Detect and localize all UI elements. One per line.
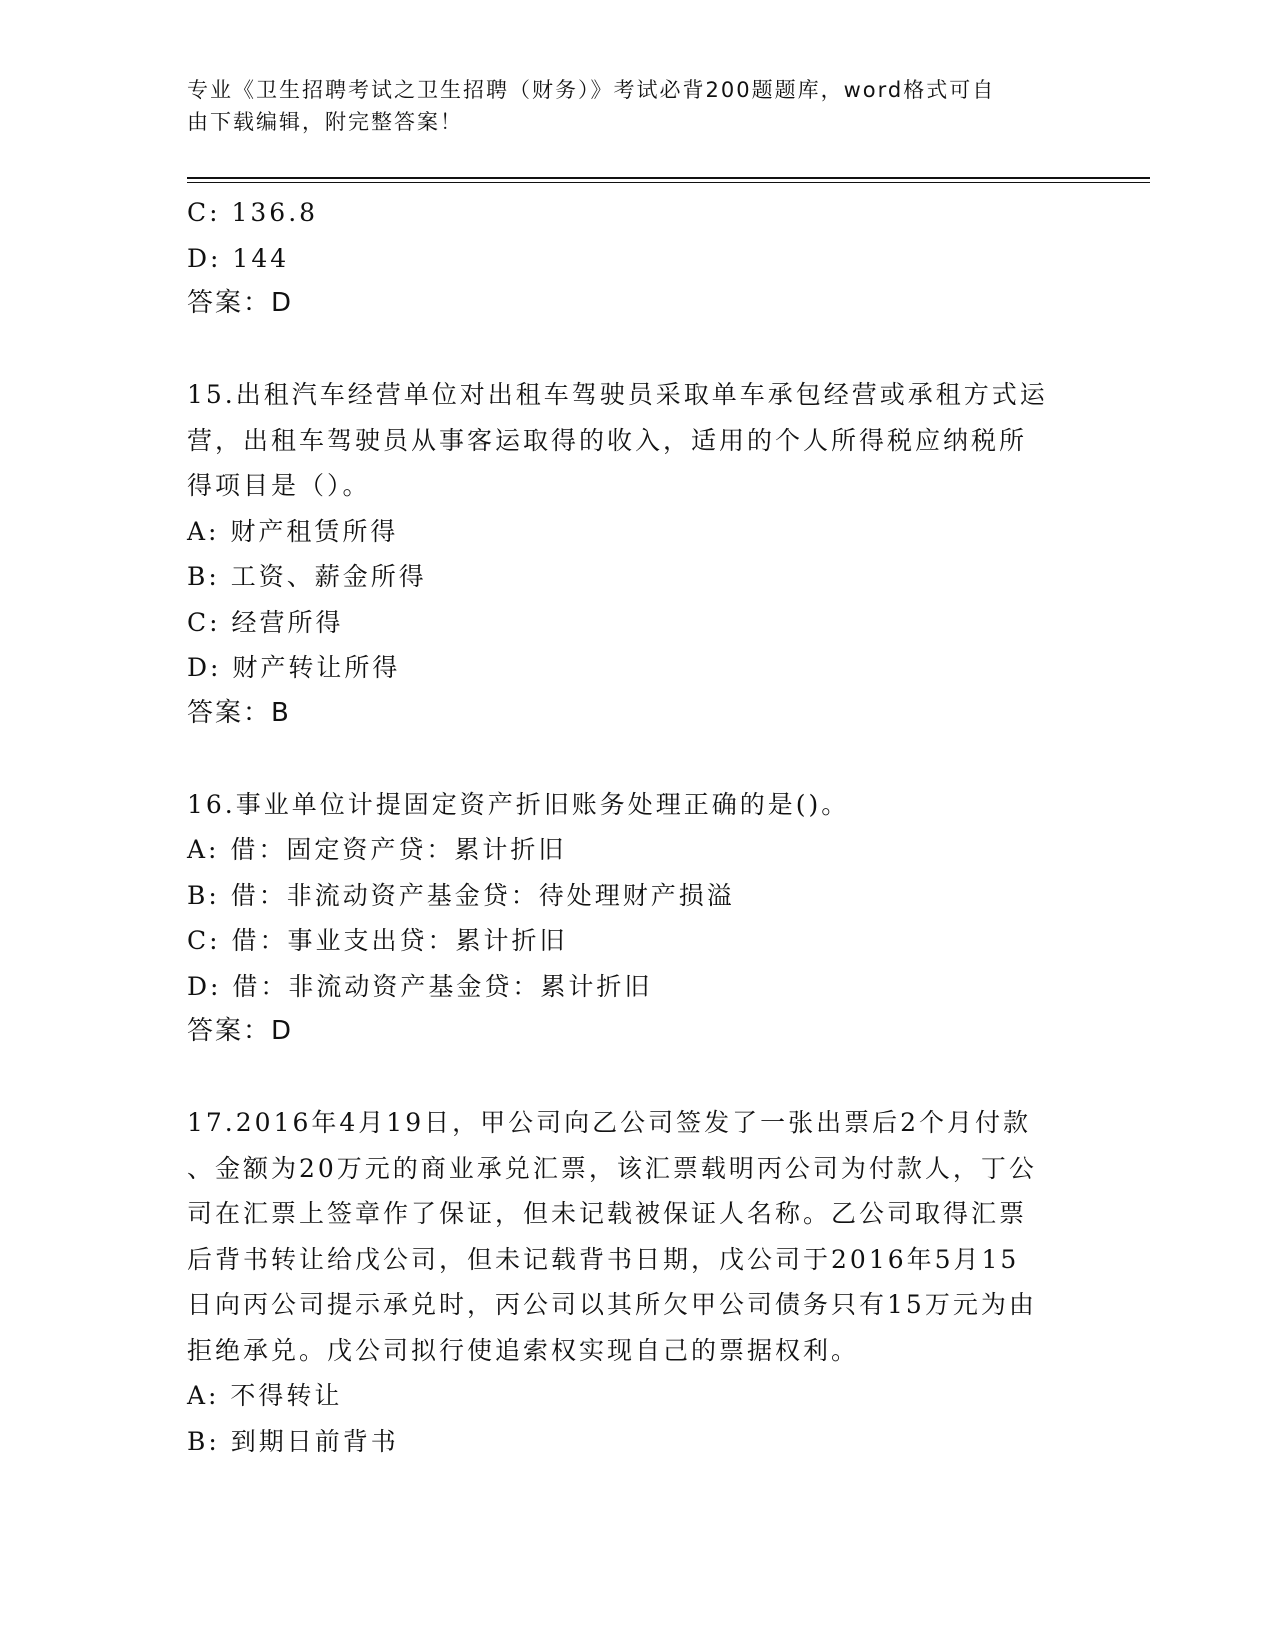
q14-option-c: C: 136.8 [187, 198, 319, 227]
question-17 [187, 1100, 1087, 1464]
q16-stem-line-1: 16.事业单位计提固定资产折旧账务处理正确的是()。 [187, 789, 850, 819]
q17-stem-line-6: 拒绝承兑。戊公司拟行使追索权实现自己的票据权利。 [187, 1335, 860, 1365]
q16-option-c: C: 借：事业支出贷：累计折旧 [187, 926, 568, 955]
q15-option-a: A: 财产租赁所得 [187, 516, 399, 546]
spacer [187, 1055, 1087, 1101]
question-15 [187, 372, 1087, 736]
spacer [187, 736, 1087, 782]
q16-option-b: B: 借：非流动资产基金贷：待处理财产损溢 [187, 880, 735, 910]
header-divider-thin [187, 182, 1150, 183]
spacer [187, 327, 1087, 373]
q15-option-d: D: 财产转让所得 [187, 653, 401, 682]
header-divider-thick [187, 177, 1150, 179]
q17-stem-line-5: 日向丙公司提示承兑时，丙公司以其所欠甲公司债务只有15万元为由 [187, 1290, 1037, 1319]
q17-option-b: B: 到期日前背书 [187, 1426, 399, 1456]
q15-option-b: B: 工资、薪金所得 [187, 562, 427, 591]
q15-stem-line-3: 得项目是（）。 [187, 471, 371, 500]
header-line-2: 由下载编辑，附完整答案！ [187, 110, 463, 134]
q15-stem-line-2: 营，出租车驾驶员从事客运取得的收入，适用的个人所得税应纳税所 [187, 425, 1028, 455]
document-header [187, 74, 1067, 138]
q16-option-a: A: 借：固定资产贷：累计折旧 [187, 835, 567, 864]
q17-option-a: A: 不得转让 [187, 1381, 343, 1410]
q17-stem-line-2: 、金额为20万元的商业承兑汇票，该汇票载明丙公司为付款人，丁公 [187, 1153, 1037, 1183]
q17-stem-line-4: 后背书转让给戊公司，但未记载背书日期，戊公司于2016年5月15 [187, 1244, 1020, 1274]
question-14 [187, 190, 1087, 327]
q16-answer: 答案：D [187, 1016, 294, 1046]
header-line-1: 专业《卫生招聘考试之卫生招聘（财务）》考试必背200题题库，word格式可自 [187, 78, 996, 102]
question-list [187, 190, 1087, 1464]
q14-answer: 答案：D [187, 288, 294, 318]
q17-stem-line-1: 17.2016年4月19日，甲公司向乙公司签发了一张出票后2个月付款 [187, 1108, 1032, 1137]
q15-answer: 答案：B [187, 697, 291, 728]
q15-option-c: C: 经营所得 [187, 607, 344, 637]
q17-stem-line-3: 司在汇票上签章作了保证，但未记载被保证人名称。乙公司取得汇票 [187, 1199, 1028, 1228]
question-16 [187, 782, 1087, 1055]
q15-stem-line-1: 15.出租汽车经营单位对出租车驾驶员采取单车承包经营或承租方式运 [187, 380, 1048, 409]
q16-option-d: D: 借：非流动资产基金贷：累计折旧 [187, 971, 653, 1001]
q14-option-d: D: 144 [187, 243, 290, 273]
